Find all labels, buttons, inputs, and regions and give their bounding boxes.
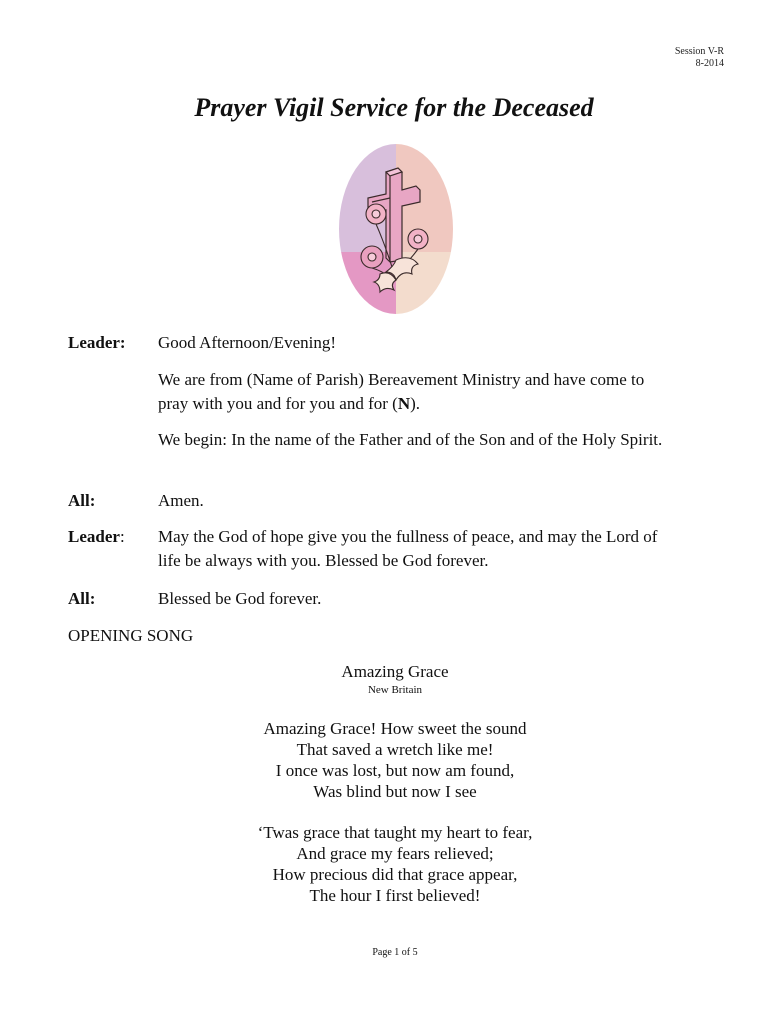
verse-line: ‘Twas grace that taught my heart to fear,: [257, 823, 533, 842]
dialogue-text-part: We are from (Name of Parish) Bereavement Ministry and have come to pray with you and for you and for (: [158, 370, 645, 413]
verse-line: How precious did that grace appear,: [272, 865, 518, 884]
verse-line: And grace my fears relieved;: [296, 844, 494, 863]
speaker-label: All:: [68, 589, 96, 608]
song-title: Amazing Grace: [341, 662, 449, 681]
document-title: Prayer Vigil Service for the Deceased: [194, 93, 594, 122]
dialogue-text-part: ).: [410, 394, 421, 413]
song-verse-1: [0, 718, 768, 802]
section-heading: OPENING SONG: [68, 626, 194, 645]
dialogue-leader-blessing: [68, 525, 688, 573]
verse-line: Was blind but now I see: [313, 782, 477, 801]
verse-line: Amazing Grace! How sweet the sound: [263, 719, 527, 738]
speaker-label: All:: [68, 491, 96, 510]
dialogue-text: Amen.: [158, 491, 204, 510]
speaker-label: [68, 525, 158, 549]
speaker-label: Leader:: [68, 333, 126, 352]
speaker-colon: :: [119, 527, 125, 546]
cross-and-flowers-emblem: [336, 142, 456, 316]
song-verse-2: [0, 822, 768, 906]
dialogue-leader-introduction: [68, 368, 688, 416]
page-number: Page 1 of 5: [372, 947, 418, 958]
dialogue-text: May the God of hope give you the fullness of peace, and may the Lord of life be always with you. Blessed be God forever.: [158, 527, 658, 570]
song-tune: New Britain: [367, 684, 423, 696]
session-info: [675, 46, 724, 70]
verse-line: The hour I first believed!: [309, 886, 481, 905]
session-code: Session V-R: [674, 46, 724, 57]
dialogue-text: We begin: In the name of the Father and of the Son and of the Holy Spirit.: [158, 430, 663, 449]
dialogue-leader-greeting: [68, 331, 688, 355]
dialogue-all-amen: [68, 489, 688, 513]
dialogue-text: Blessed be God forever.: [158, 589, 322, 608]
verse-line: That saved a wretch like me!: [296, 740, 494, 759]
session-date: 8-2014: [695, 58, 724, 69]
dialogue-text: [158, 368, 678, 416]
dialogue-text: Good Afternoon/Evening!: [158, 333, 336, 352]
verse-line: I once was lost, but now am found,: [275, 761, 515, 780]
dialogue-leader-begin: [68, 428, 688, 452]
speaker-name: Leader: [68, 527, 120, 546]
name-placeholder: N: [397, 394, 411, 413]
dialogue-all-blessed: [68, 587, 688, 611]
